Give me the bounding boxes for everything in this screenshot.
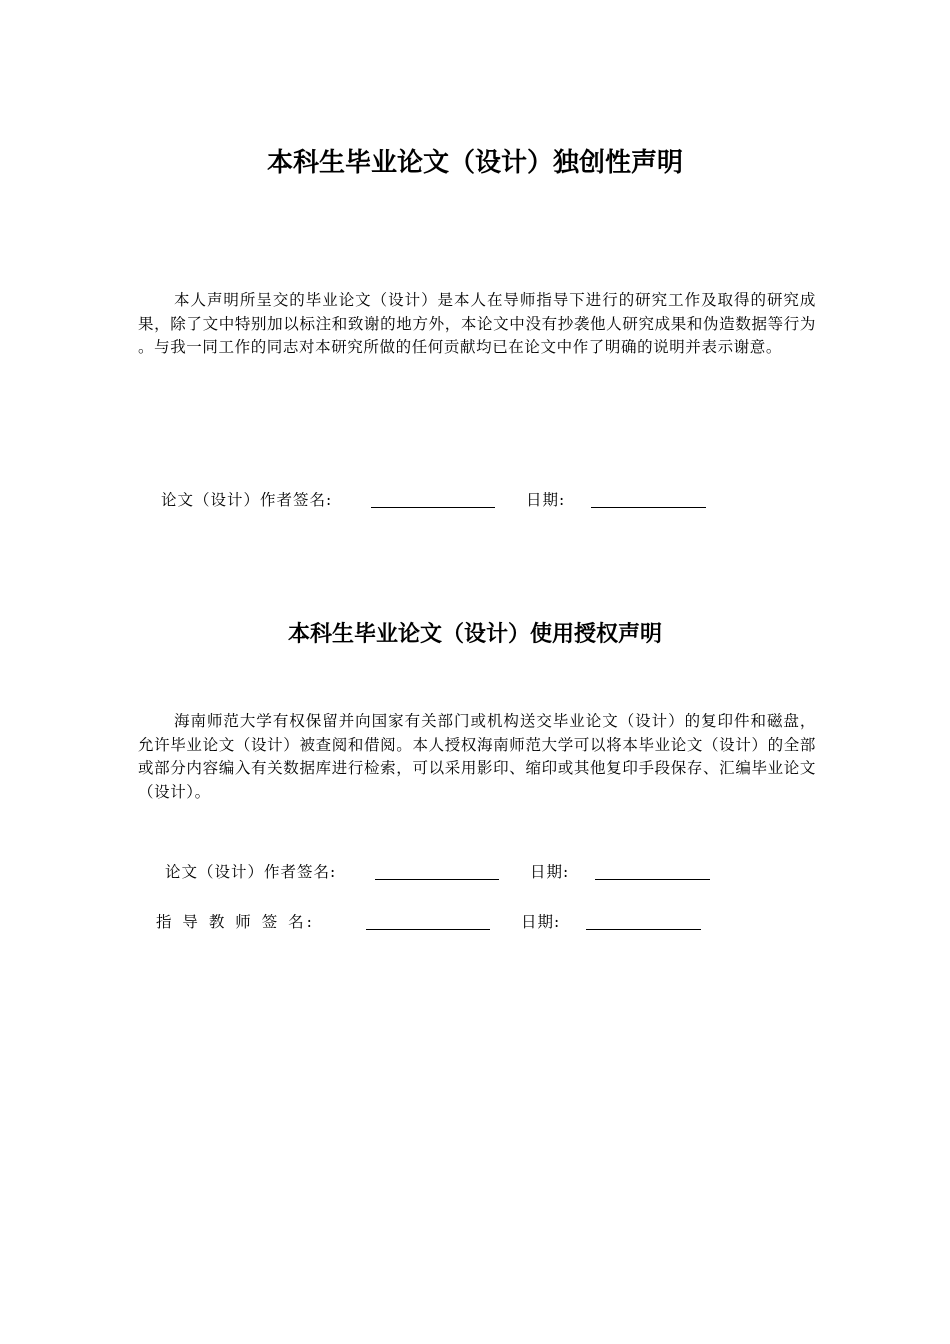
originality-author-sign-field[interactable] [371, 507, 495, 508]
advisor-sign-label: 指 导 教 师 签 名: [156, 913, 315, 931]
authorization-author-sign-label: 论文（设计）作者签名: [165, 863, 337, 881]
originality-date-field[interactable] [591, 507, 706, 508]
authorization-author-sign-field[interactable] [375, 879, 499, 880]
originality-body: 本人声明所呈交的毕业论文（设计）是本人在导师指导下进行的研究工作及取得的研究成果，除了文中特别加以标注和致谢的地方外，本论文中没有抄袭他人研究成果和伪造数据等行为 。与我一同工作的同志对本研究所做的任何贡献均已在论文中作了明确的说明并表示谢意。 [138, 291, 816, 356]
advisor-sign-field[interactable] [366, 929, 490, 930]
authorization-author-date-label: 日期: [530, 863, 570, 881]
authorization-body: 海南师范大学有权保留并向国家有关部门或机构送交毕业论文（设计）的复印件和磁盘，允许毕业论文（设计）被查阅和借阅。本人授权海南师范大学可以将本毕业论文（设计）的全部或部分内容编入有关数据库进行检索，可以采用影印、缩印或其他复印手段保存、汇编毕业论文（设计）。 [138, 712, 816, 801]
originality-date-label: 日期: [526, 491, 566, 509]
originality-title: 本科生毕业论文（设计）独创性声明 [266, 148, 683, 178]
authorization-author-date-field[interactable] [595, 879, 710, 880]
advisor-date-field[interactable] [586, 929, 701, 930]
authorization-title: 本科生毕业论文（设计）使用授权声明 [287, 622, 662, 647]
advisor-date-label: 日期: [521, 913, 561, 931]
originality-author-sign-label: 论文（设计）作者签名: [161, 491, 333, 509]
